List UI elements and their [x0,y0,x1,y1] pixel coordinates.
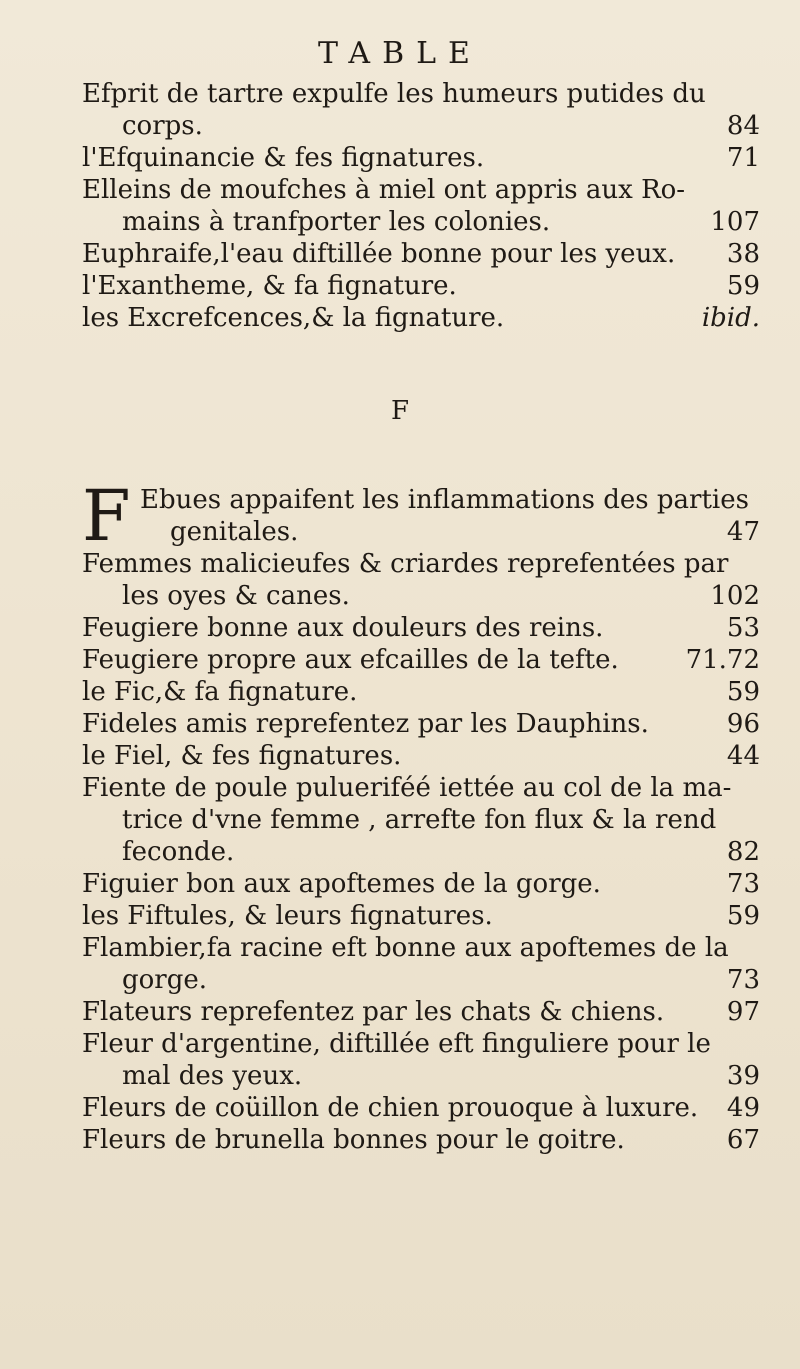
entry-line: genitales. [170,517,299,547]
entry-line: Euphraife,l'eau diftillée bonne pour les yeux. [82,239,676,269]
index-entry [82,740,760,772]
index-entry [82,142,760,174]
entry-line: Fleurs de brunella bonnes pour le goitre. [82,1125,625,1155]
page-number: 38 [726,239,760,269]
index-entry [82,708,760,740]
section-f-list [82,548,760,1156]
entry-line: Fiente de poule pulueriféé iettée au col de la ma- [82,773,732,803]
index-entry [82,238,760,270]
entry-line: mains à tranfporter les colonies. [122,207,551,237]
entry-febues [82,475,760,557]
section-f-entries [82,475,760,1156]
index-entry [82,612,760,644]
page-number: 71 [726,143,760,173]
page-number: 73 [726,965,760,995]
page-number: 59 [726,901,760,931]
page-number: 84 [726,111,760,141]
entry-line: Femmes malicieufes & criardes reprefentées par [82,549,729,579]
page-number: 97 [726,997,760,1027]
page-number: 39 [726,1061,760,1091]
entry-line: le Fic,& fa fignature. [82,677,358,707]
index-entry [82,270,760,302]
entry-line: Flateurs reprefentez par les chats & chiens. [82,997,665,1027]
entry-line: Figuier bon aux apoftemes de la gorge. [82,869,601,899]
index-entry [82,1028,760,1092]
entry-line: l'Efquinancie & fes fignatures. [82,143,485,173]
entry-line: les Excrefcences,& la fignature. [82,303,505,333]
entry-line: mal des yeux. [122,1061,303,1091]
entry-line: Fleur d'argentine, diftillée eft finguliere pour le [82,1029,711,1059]
page-number: 73 [726,869,760,899]
index-entry [82,548,760,612]
entry-line: Flambier,fa racine eft bonne aux apoftemes de la [82,933,729,963]
entry-line: Efprit de tartre expulfe les humeurs putides du [82,79,706,109]
page-number: ibid. [701,303,760,333]
index-entry [82,1124,760,1156]
entry-line: les Fiftules, & leurs fignatures. [82,901,493,931]
entry-line: corps. [122,111,203,141]
page-number: 53 [726,613,760,643]
page-number: 49 [726,1093,760,1123]
section-letter-f: F [390,396,410,426]
entry-line: gorge. [122,965,208,995]
entry-line: Elleins de moufches à miel ont appris aux Ro- [82,175,686,205]
page-number: 82 [726,837,760,867]
entry-line: feconde. [122,837,235,867]
page-number: 67 [726,1125,760,1155]
index-entry [82,174,760,238]
page-number: 47 [726,517,760,547]
entry-line: Fideles amis reprefentez par les Dauphins. [82,709,649,739]
index-entry [82,644,760,676]
entry-line: Ebues appaifent les inflammations des parties [140,485,749,515]
page-header: TABLE [318,36,482,71]
entry-line: Feugiere bonne aux douleurs des reins. [82,613,604,643]
entry-line: le Fiel, & fes fignatures. [82,741,402,771]
section-e-entries [82,78,760,334]
entry-line: Feugiere propre aux efcailles de la tefte. [82,645,619,675]
index-entry [82,1092,760,1124]
index-entry [82,676,760,708]
index-entry [82,302,760,334]
entry-line: l'Exantheme, & fa fignature. [82,271,457,301]
page-number: 59 [726,271,760,301]
entry-line: les oyes & canes. [122,581,350,611]
index-entry [82,932,760,996]
entry-line: trice d'vne femme , arrefte fon flux & la rend [122,805,717,835]
index-entry [82,868,760,900]
page-number: 102 [710,581,760,611]
page-number: 59 [726,677,760,707]
page-number: 107 [710,207,760,237]
page-number: 44 [726,741,760,771]
index-entry [82,772,760,868]
index-entry [82,78,760,142]
index-entry [82,900,760,932]
drop-cap: F [82,475,131,557]
index-entry [82,996,760,1028]
page-number: 96 [726,709,760,739]
entry-line: Fleurs de coüillon de chien prouoque à luxure. [82,1093,699,1123]
page-number: 71.72 [685,645,760,675]
